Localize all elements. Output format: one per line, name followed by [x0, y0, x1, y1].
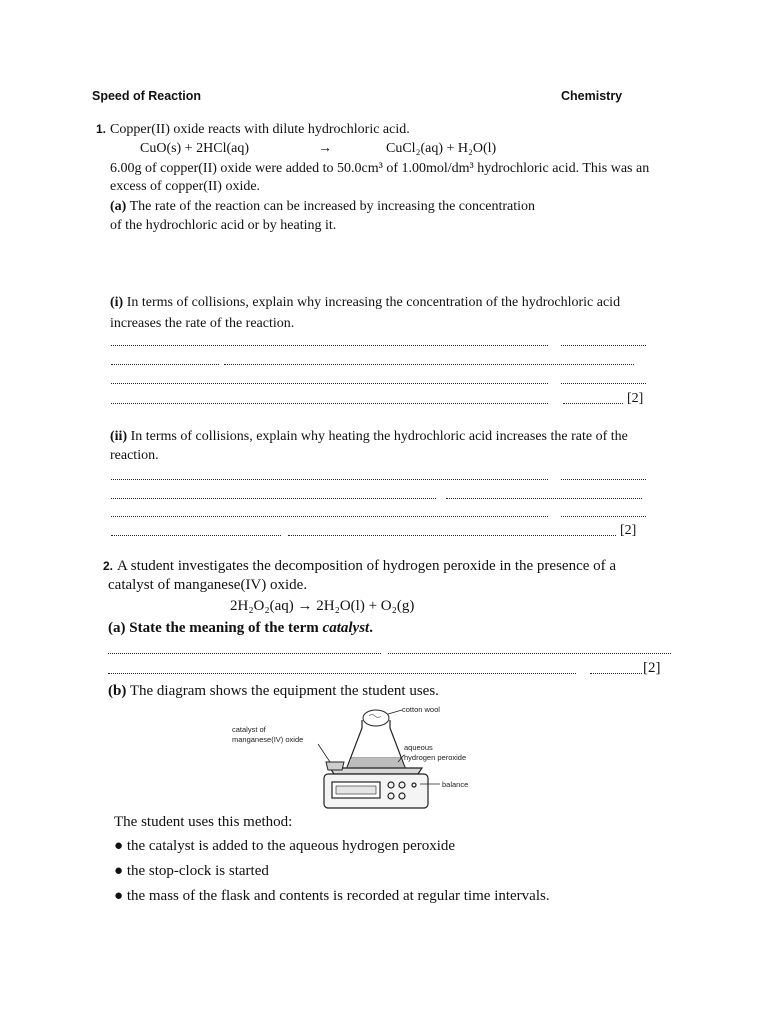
subject-label: Chemistry: [561, 89, 623, 103]
label-cotton-wool: cotton wool: [402, 705, 440, 714]
bullet-icon: ●: [114, 863, 124, 879]
answer-line: [111, 479, 548, 480]
part-label: (a): [108, 620, 126, 636]
answer-line: [111, 498, 436, 499]
marks: [2]: [643, 660, 661, 676]
label-catalyst: manganese(IV) oxide: [232, 735, 304, 744]
part-label: (a): [110, 199, 127, 214]
label-catalyst: catalyst of: [232, 725, 266, 734]
answer-line: [111, 364, 219, 365]
part-ii-text: (ii) In terms of collisions, explain why heating the hydrochloric acid increases the rate of the: [110, 429, 628, 444]
answer-line: [563, 403, 623, 404]
key-term: catalyst: [322, 620, 370, 636]
answer-line: [288, 535, 616, 536]
answer-line: [111, 345, 548, 346]
answer-line: [111, 403, 548, 404]
answer-line: [108, 653, 381, 654]
answer-line: [111, 383, 548, 384]
equation-left: CuO(s) + 2HCl(aq): [140, 141, 249, 156]
answer-line: [388, 653, 671, 654]
part-ii-text: reaction.: [110, 448, 159, 463]
label-balance: balance: [442, 780, 469, 789]
apparatus-diagram: [226, 700, 486, 812]
equation: 2H₂O₂(aq) → 2H₂O(l) + O₂(g): [230, 598, 415, 614]
part-b-text: (b) The diagram shows the equipment the student uses.: [108, 683, 439, 699]
answer-line: [111, 535, 281, 536]
label-aqueous: hydrogen peroxide: [404, 753, 467, 762]
answer-line: [561, 383, 646, 384]
answer-line: [561, 516, 646, 517]
bullet-icon: ●: [114, 838, 124, 854]
list-item: ● the mass of the flask and contents is recorded at regular time intervals.: [114, 888, 550, 904]
method-intro: The student uses this method:: [114, 814, 293, 830]
part-a-text: (a) The rate of the reaction can be increased by increasing the concentration: [110, 199, 535, 214]
label-aqueous: aqueous: [404, 743, 433, 752]
bullet-icon: ●: [114, 888, 124, 904]
question-intro: catalyst of manganese(IV) oxide.: [108, 577, 308, 593]
question-intro: A student investigates the decomposition of hydrogen peroxide in the presence of a: [117, 558, 617, 574]
list-item: ● the stop-clock is started: [114, 863, 269, 879]
info-line: 6.00g of copper(II) oxide were added to 50.0cm³ of 1.00mol/dm³ hydrochloric acid. This was an: [110, 161, 650, 176]
answer-line: [590, 673, 642, 674]
part-a-text: (a) State the meaning of the term catalyst.: [108, 620, 373, 636]
part-a-text: of the hydrochloric acid or by heating it.: [110, 218, 337, 233]
marks: [2]: [627, 391, 644, 406]
answer-line: [111, 516, 548, 517]
part-label: (i): [110, 295, 124, 310]
part-label: (ii): [110, 429, 128, 444]
info-line: excess of copper(II) oxide.: [110, 179, 261, 194]
answer-line: [561, 479, 646, 480]
answer-line: [224, 364, 634, 365]
marks: [2]: [620, 523, 637, 538]
question-intro: Copper(II) oxide reacts with dilute hydrochloric acid.: [110, 122, 410, 137]
answer-line: [446, 498, 642, 499]
cotton-wool: [363, 710, 389, 726]
balance: [324, 768, 428, 808]
answer-line: [108, 673, 576, 674]
part-label: (b): [108, 683, 127, 699]
part-i-text: increases the rate of the reaction.: [110, 316, 295, 331]
question-number: 2.: [103, 559, 114, 573]
part-i-text: (i) In terms of collisions, explain why increasing the concentration of the hydrochloric acid: [110, 295, 621, 310]
equation-arrow: →: [318, 141, 332, 156]
equation-right: CuCl₂(aq) + H₂O(l): [386, 141, 497, 156]
page-title: Speed of Reaction: [92, 89, 202, 103]
answer-line: [561, 345, 646, 346]
catalyst-dish: [326, 762, 344, 770]
question-number: 1.: [96, 122, 107, 136]
list-item: ● the catalyst is added to the aqueous hydrogen peroxide: [114, 838, 456, 854]
